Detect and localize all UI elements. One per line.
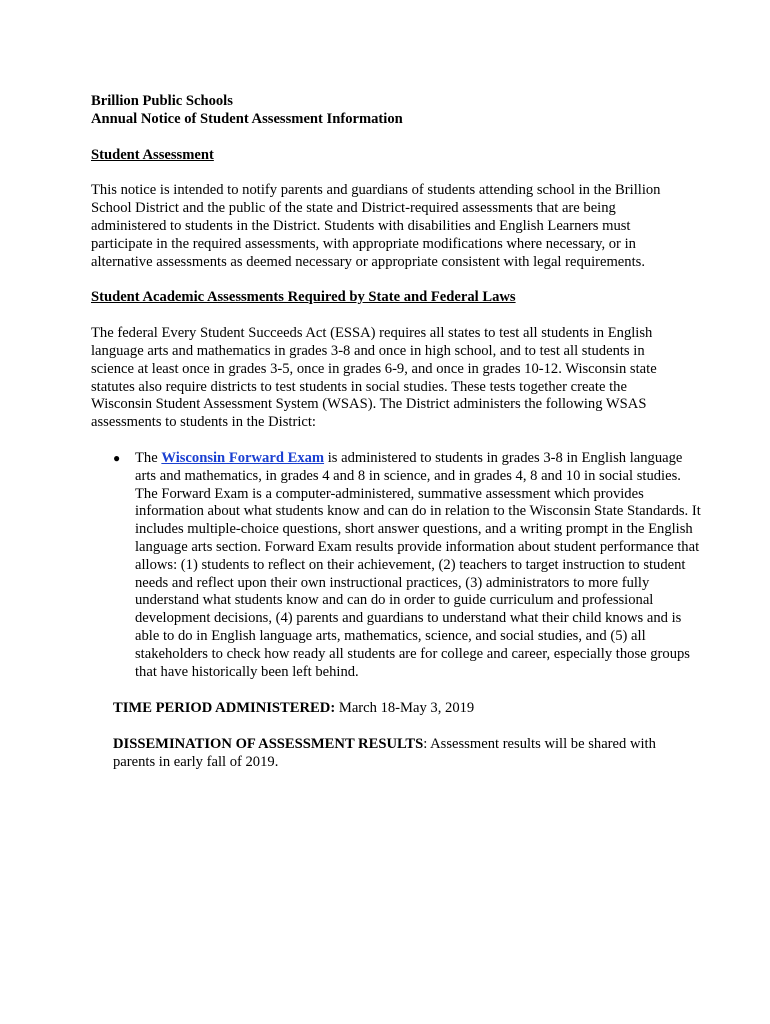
time-period [113, 700, 683, 718]
section-student-assessment-title: Student Assessment [91, 146, 214, 163]
time-period-label: TIME PERIOD ADMINISTERED: [113, 700, 336, 717]
district-name: Brillion Public Schools [91, 93, 233, 109]
notice-title: Annual Notice of Student Assessment Information [91, 110, 403, 127]
section-student-assessment-body: This notice is intended to notify parents and guardians of students attending school in the Brillion School District and the public of the state and District-required assessments that are being administered to students in the District. Students with disabilities and English Learners must participate in the required assessments, with appropriate modifications where necessary, or in alternative assessments as deemed necessary or appropriate consistent with legal requirements. [91, 182, 661, 270]
forward-exam-description: is administered to students in grades 3-8 in English language arts and mathematics, in grades 4 and 8 in science, and in grades 4, 8 and 10 in social studies. The Forward Exam is a computer-administered, summative assessment which provides information about what students know and can do in relation to the Wisconsin State Standards. It includes multiple-choice questions, short answer questions, and a writing prompt in the English language arts section. Forward Exam results provide information about student performance that allows: (1) students to reflect on their achievement, (2) teachers to target instruction to student needs and reflect upon their own instructional practices, (3) administrators to more fully understand what students know and can do in order to guide curriculum and professional development decisions, (4) parents and guardians to understand what their child knows and is able to do in English language arts, mathematics, science, and social studies, and (5) all stakeholders to check how ready all students are for college and career, especially those groups that have historically been left behind. [135, 449, 701, 680]
dissemination-label: DISSEMINATION OF ASSESSMENT RESULTS [113, 736, 424, 753]
forward-exam-text [135, 450, 705, 681]
time-period-value: March 18-May 3, 2019 [338, 700, 475, 717]
bullet-icon: ● [113, 450, 121, 465]
dissemination-value: : Assessment results will be shared with parents in early fall of 2019. [113, 736, 656, 770]
section-required-assessments-title: Student Academic Assessments Required by State and Federal Laws [91, 289, 516, 306]
document-page [91, 93, 701, 772]
section-required-assessments-body: The federal Every Student Succeeds Act (ESSA) requires all states to test all students in English language arts and mathematics in grades 3-8 and once in high school, and to test all students in science at least once in grades 3-5, once in grades 6-9, and once in grades 10-12. Wisconsin state statutes also require districts to test students in social studies. These tests together create the Wisconsin Student Assessment System (WSAS). The District administers the following WSAS assessments to students in the District: [91, 325, 657, 431]
wisconsin-forward-exam-link[interactable]: Wisconsin Forward Exam [161, 449, 325, 466]
forward-exam-bullet [113, 450, 705, 681]
bullet-prefix: The [135, 449, 158, 466]
dissemination [113, 736, 683, 772]
